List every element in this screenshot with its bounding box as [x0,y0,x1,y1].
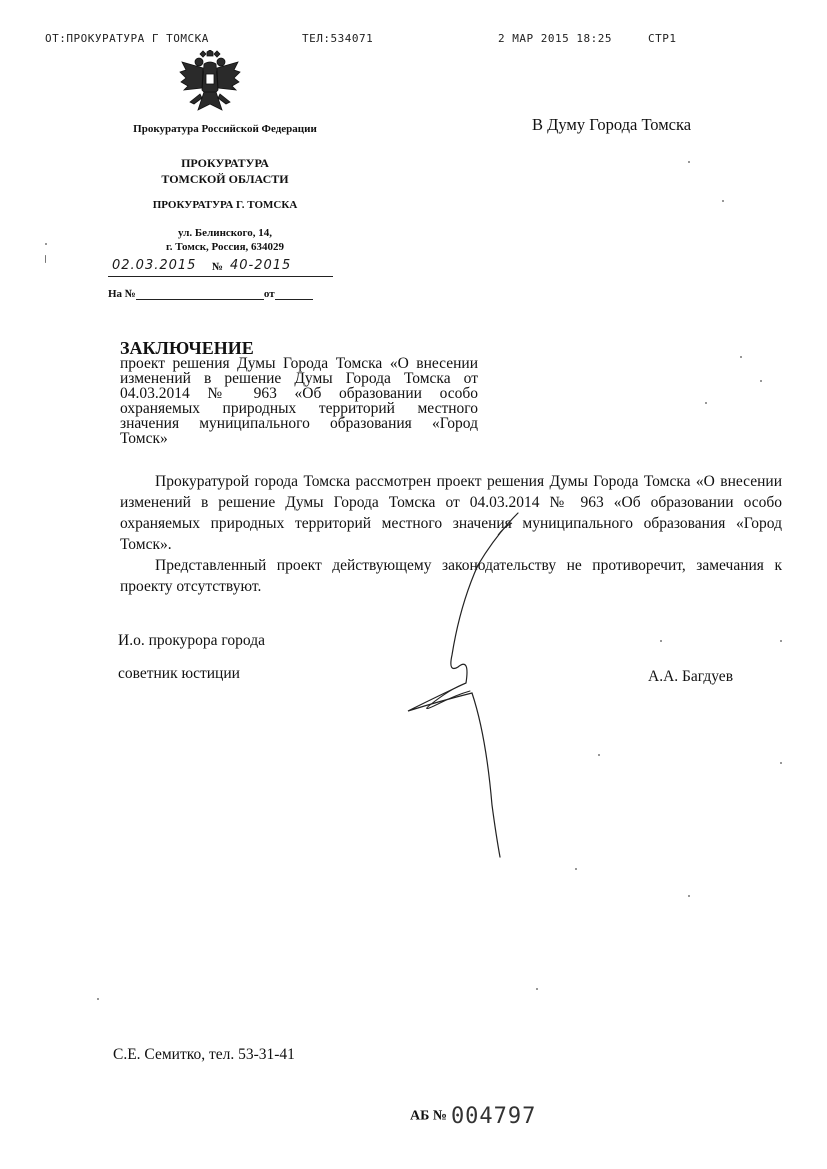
reference-from-label: от [263,288,275,300]
document-subject: проект решения Думы Города Томска «О внесении изменений в решение Думы Города Томска от 04.03.2014 № 963 «Об образовании особо охраняемых природных территорий местного значения муниципального образования «Город Томск» [120,355,478,447]
scan-speck [688,161,690,163]
fax-sender: ОТ:ПРОКУРАТУРА Г ТОМСКА [45,32,209,45]
scan-speck [45,255,46,263]
scan-speck [740,356,742,358]
org-city-prosecutor: ПРОКУРАТУРА Г. ТОМСКА [152,199,298,211]
scan-speck [575,868,577,870]
serial-prefix: АБ № [410,1108,447,1124]
scan-speck [722,200,724,202]
handwritten-signature [400,505,540,870]
scan-speck [705,402,707,404]
address-line1: ул. Белинского, 14, [178,227,272,239]
fax-page: СТР1 [648,32,677,45]
signer-position-line2: советник юстиции [118,665,240,682]
handwritten-number: 40-2015 [230,258,292,273]
address-line2: г. Томск, Россия, 634029 [165,241,285,253]
form-serial [410,1104,536,1129]
recipient: В Думу Города Томска [532,115,692,134]
executor-contact: С.Е. Семитко, тел. 53-31-41 [113,1046,295,1063]
scan-speck [760,380,762,382]
scan-speck [780,762,782,764]
signer-name: А.А. Багдуев [648,668,734,685]
reference-number-blank [136,287,264,300]
reference-date-blank [275,287,313,300]
body-paragraph-1: Прокуратурой города Томска рассмотрен проект решения Думы Города Томска «О внесении изменений в решение Думы Города Томска от 04.03.2014 № 963 «Об образовании особо охраняемых природных территорий местного значения муниципального образования «Город Томск». [120,473,782,553]
reference-line [108,287,313,300]
document-title: ЗАКЛЮЧЕНИЕ [120,338,254,358]
scan-speck [688,895,690,897]
fax-phone: ТЕЛ:534071 [302,32,374,45]
serial-number: 004797 [450,1104,537,1129]
scan-speck [660,640,662,642]
body-paragraph-2: Представленный проект действующему законодательству не противоречит, замечания к проекту отсутствуют. [120,557,782,595]
org-oblast-prosecutor-line2: ТОМСКОЙ ОБЛАСТИ [161,172,289,186]
scan-speck [536,988,538,990]
scan-speck [45,243,47,245]
double-headed-eagle-icon [178,50,242,125]
org-russian-prosecutor: Прокуратура Российской Федерации [133,123,317,135]
scan-speck [97,998,99,1000]
handwritten-date: 02.03.2015 [112,258,197,273]
fax-date: 2 МАР 2015 18:25 [498,32,612,45]
outgoing-number-line [108,258,333,277]
signer-position-line1: И.о. прокурора города [118,632,265,649]
scan-speck [598,754,600,756]
org-oblast-prosecutor-line1: ПРОКУРАТУРА [181,156,269,170]
number-sign: № [212,261,224,273]
reference-label: На № [108,288,136,300]
scan-speck [780,640,782,642]
